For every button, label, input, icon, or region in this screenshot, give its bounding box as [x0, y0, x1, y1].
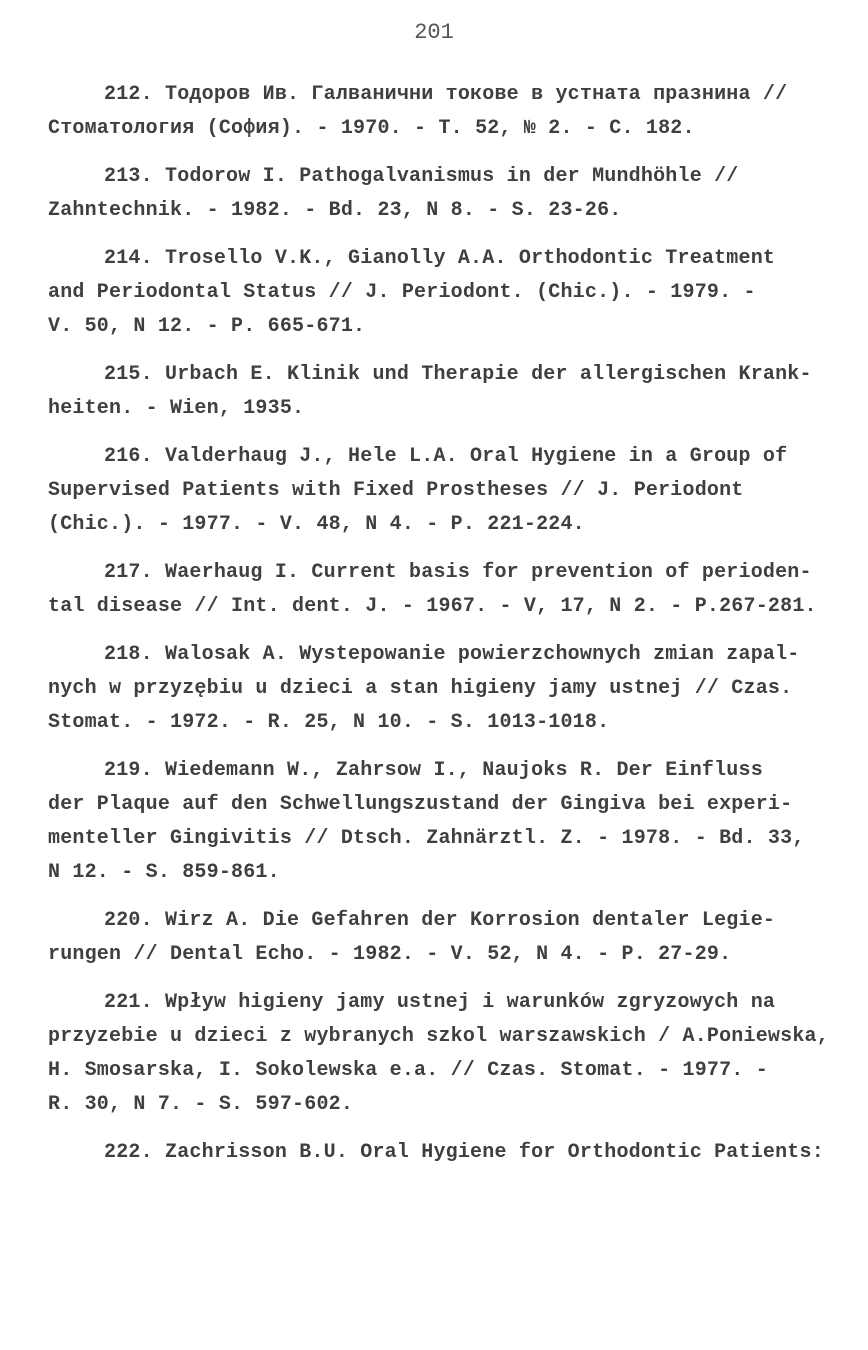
reference-line: (Chic.). - 1977. - V. 48, N 4. - P. 221-224. [48, 513, 585, 536]
page-number: 201 [414, 20, 454, 45]
reference-entry [48, 904, 848, 972]
reference-entry [48, 754, 848, 890]
reference-entry [48, 986, 848, 1122]
reference-line: heiten. - Wien, 1935. [48, 397, 305, 420]
reference-line: tal disease // Int. dent. J. - 1967. - V, 17, N 2. - P.267-281. [48, 595, 817, 618]
reference-line: 215. Urbach E. Klinik und Therapie der allergischen Krank- [104, 363, 812, 386]
reference-entry [48, 78, 848, 146]
reference-list [48, 78, 848, 1184]
reference-line: 217. Waerhaug I. Current basis for prevention of perioden- [104, 561, 812, 584]
reference-line: 214. Trosello V.K., Gianolly A.A. Orthodontic Treatment [104, 247, 776, 270]
reference-entry [48, 556, 848, 624]
reference-entry [48, 1136, 848, 1170]
reference-entry [48, 440, 848, 542]
reference-line: Supervised Patients with Fixed Prostheses // J. Periodont [48, 479, 744, 502]
reference-line: nych w przyzębiu u dzieci a stan higieny jamy ustnej // Czas. [48, 677, 793, 700]
reference-line: H. Smosarska, I. Sokolewska e.a. // Czas. Stomat. - 1977. - [48, 1059, 768, 1082]
reference-line: rungen // Dental Echo. - 1982. - V. 52, N 4. - P. 27-29. [48, 943, 732, 966]
reference-line: and Periodontal Status // J. Periodont. (Chic.). - 1979. - [48, 281, 756, 304]
reference-entry [48, 358, 848, 426]
reference-entry [48, 160, 848, 228]
reference-line: N 12. - S. 859-861. [48, 861, 280, 884]
reference-line: 212. Тодоров Ив. Галванични токове в устната празнина // [104, 83, 788, 106]
reference-line: V. 50, N 12. - P. 665-671. [48, 315, 366, 338]
reference-line: menteller Gingivitis // Dtsch. Zahnärztl. Z. - 1978. - Bd. 33, [48, 827, 805, 850]
reference-line: Stomat. - 1972. - R. 25, N 10. - S. 1013-1018. [48, 711, 610, 734]
reference-line: Стоматология (София). - 1970. - Т. 52, № 2. - С. 182. [48, 117, 695, 140]
reference-line: Zahntechnik. - 1982. - Bd. 23, N 8. - S. 23-26. [48, 199, 622, 222]
reference-line: R. 30, N 7. - S. 597-602. [48, 1093, 354, 1116]
reference-line: 222. Zachrisson B.U. Oral Hygiene for Orthodontic Patients: [104, 1141, 824, 1164]
reference-entry [48, 242, 848, 344]
reference-line: 220. Wirz A. Die Gefahren der Korrosion dentaler Legie- [104, 909, 776, 932]
reference-entry [48, 638, 848, 740]
reference-line: der Plaque auf den Schwellungszustand der Gingiva bei experi- [48, 793, 793, 816]
reference-line: 213. Todorow I. Pathogalvanismus in der Mundhöhle // [104, 165, 739, 188]
reference-line: 218. Walosak A. Wystepowanie powierzchownych zmian zapal- [104, 643, 800, 666]
reference-line: 219. Wiedemann W., Zahrsow I., Naujoks R. Der Einfluss [104, 759, 763, 782]
reference-line: 216. Valderhaug J., Hele L.A. Oral Hygiene in a Group of [104, 445, 788, 468]
reference-line: przyzebie u dzieci z wybranych szkol warszawskich / A.Poniewska, [48, 1025, 829, 1048]
reference-line: 221. Wpływ higieny jamy ustnej i warunków zgryzowych na [104, 991, 776, 1014]
